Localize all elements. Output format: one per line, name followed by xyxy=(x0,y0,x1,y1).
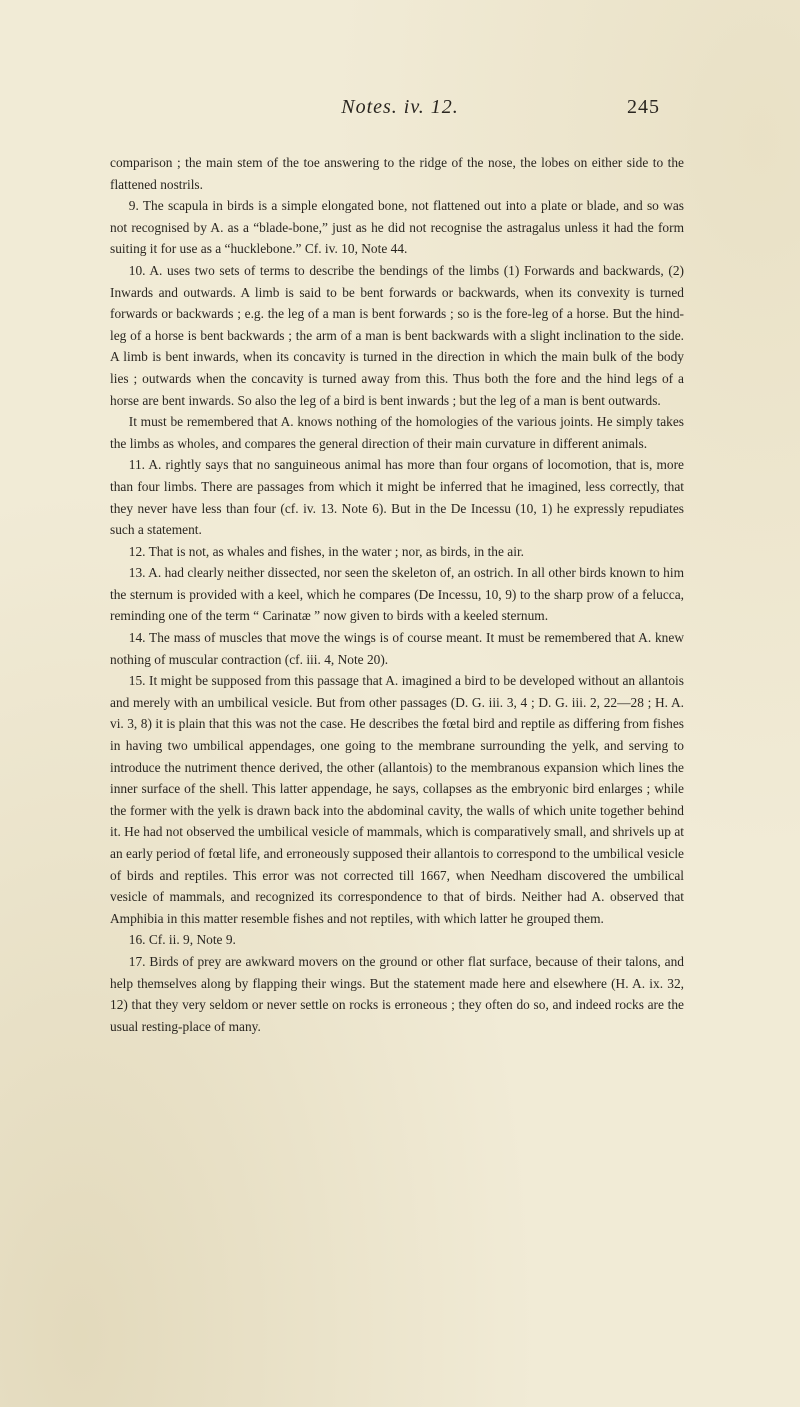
note-13: 13. A. had clearly neither dissected, nor seen the skeleton of, an ostrich. In all other birds known to him the sternum is provided with a keel, which he compares (De Incessu, 10, 9) to the sharp prow of a felucca, reminding one of the term “ Carinatæ ” now given to birds with a keeled sternum. xyxy=(110,565,684,624)
note-10: 10. A. uses two sets of terms to describe the bendings of the limbs (1) Forwards and backwards, (2) Inwards and outwards. A limb is said to be bent forwards or backwards, when its convexity is turned forwards or backwards ; e.g. the leg of a man is bent forwards ; so is the fore-leg of a horse. But the hind-leg of a horse is bent backwards ; the arm of a man is bent backwards with a slight inclination to the side. A limb is bent inwards, when its concavity is turned in the direction in which the main bulk of the body lies ; outwards when the concavity is turned away from this. Thus both the fore and the hind legs of a horse are bent inwards. So also the leg of a bird is bent inwards ; but the leg of a man is bent outwards. xyxy=(110,262,684,408)
note-11: 11. A. rightly says that no sanguineous animal has more than four organs of locomotion, that is, more than four limbs. There are passages from which it might be inferred that he imagined, less correctly, that they never have less than four (cf. iv. 13. Note 6). But in the De Incessu (10, 1) he expressly repudiates such a statement. xyxy=(110,457,684,538)
note-17: 17. Birds of prey are awkward movers on the ground or other flat surface, because of their talons, and help themselves along by flapping their wings. But the statement made here and elsewhere (H. A. ix. 32, 12) that they very seldom or never settle on rocks is erroneous ; they often do so, and indeed rocks are the usual resting-place of many. xyxy=(110,953,684,1034)
page-number: 245 xyxy=(627,96,660,118)
running-header xyxy=(0,96,800,128)
note-15: 15. It might be supposed from this passage that A. imagined a bird to be developed without an allantois and merely with an umbilical vesicle. But from other passages (D. G. iii. 3, 4 ; D. G. iii. 2, 22—28 ; H. A. vi. 3, 8) it is plain that this was not the case. He describes the fœtal bird and reptile as differing from fishes in having two umbilical appendages, one going to the membrane surrounding the yelk, and serving to introduce the nutriment thence derived, the other (allantois) to the membranous expansion which lines the inner surface of the shell. This latter appendage, he says, collapses as the embryonic bird enlarges ; while the former with the yelk is drawn back into the abdominal cavity, the walls of which unite together behind it. He had not observed the umbilical vesicle of mammals, which is comparatively small, and shrivels up at an early period of fœtal life, and erroneously supposed their allantois to correspond to the umbilical vesicle of birds and reptiles. This error was not corrected till 1667, when Needham discovered the umbilical vesicle of mammals, and recognized its correspondence to that of birds. Neither had A. observed that Amphibia in this matter resemble fishes and not reptiles, with which latter he grouped them. xyxy=(110,673,684,926)
notes-body xyxy=(110,152,684,1037)
note-16: 16. Cf. ii. 9, Note 9. xyxy=(128,932,236,948)
note-10-continued: It must be remembered that A. knows nothing of the homologies of the various joints. He simply takes the limbs as wholes, and compares the general direction of their main curvature in different animals. xyxy=(110,414,684,451)
note-9: 9. The scapula in birds is a simple elongated bone, not flattened out into a plate or blade, and so was not recognised by A. as a “blade-bone,” just as he did not recognise the astragalus unless it had the form suiting it for use as a “hucklebone.” Cf. iv. 10, Note 44. xyxy=(110,198,684,257)
running-title: Notes. iv. 12. xyxy=(341,96,459,118)
note-14: 14. The mass of muscles that move the wings is of course meant. It must be remembered that A. knew nothing of muscular contraction (cf. iii. 4, Note 20). xyxy=(110,630,684,667)
note-12: 12. That is not, as whales and fishes, in the water ; nor, as birds, in the air. xyxy=(128,543,525,559)
paragraph-continuation: comparison ; the main stem of the toe answering to the ridge of the nose, the lobes on either side to the flattened nostrils. xyxy=(110,155,684,192)
